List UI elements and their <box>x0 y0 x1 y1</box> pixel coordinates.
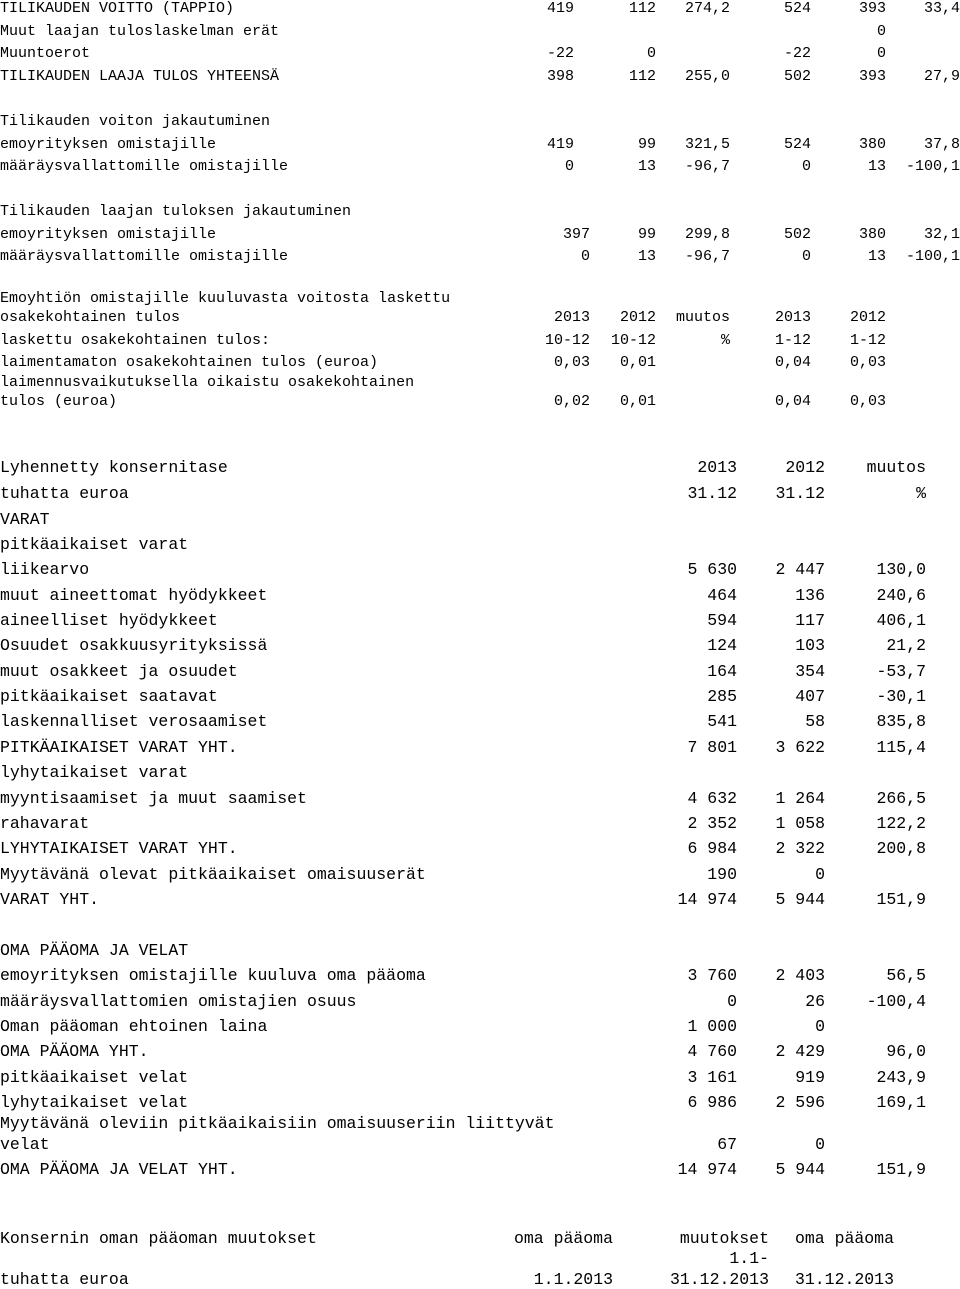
row-label: Muuntoerot <box>0 45 91 62</box>
cell-2012: 0 <box>815 1017 825 1036</box>
column-header: 31.12 <box>775 484 825 503</box>
row-label: velat <box>0 1135 50 1154</box>
row-label: määräysvallattomille omistajille <box>0 158 289 175</box>
row-label: OMA PÄÄOMA JA VELAT <box>0 941 189 960</box>
cell: 299,8 <box>684 226 730 243</box>
section-heading: Emoyhtiön omistajille kuuluvasta voitosta laskettu <box>0 290 451 307</box>
cell-change: 56,5 <box>886 966 926 985</box>
cell: 112 <box>628 0 656 17</box>
cell: 419 <box>546 0 574 17</box>
cell: 321,5 <box>684 136 730 153</box>
section-heading: Tilikauden voiton jakautuminen <box>0 113 271 130</box>
cell-2013: 124 <box>707 636 737 655</box>
row-label: Osuudet osakkuusyrityksissä <box>0 636 268 655</box>
cell-2012: 103 <box>795 636 825 655</box>
cell: 10-12 <box>544 332 590 349</box>
cell: 32,1 <box>923 226 960 243</box>
cell-change: 240,6 <box>876 586 926 605</box>
cell-2012: 1 058 <box>775 814 825 833</box>
cell: 0,03 <box>849 354 886 371</box>
cell-2012: 26 <box>805 992 825 1011</box>
cell-2013: 464 <box>707 586 737 605</box>
column-header: muutokset <box>679 1229 769 1248</box>
cell: 398 <box>546 68 574 85</box>
cell-2012: 0 <box>815 865 825 884</box>
row-label: liikearvo <box>0 560 90 579</box>
cell-change: 835,8 <box>876 712 926 731</box>
row-label: emoyrityksen omistajille <box>0 136 217 153</box>
cell-2012: 2 596 <box>775 1093 825 1112</box>
cell: 33,4 <box>923 0 960 17</box>
cell-2012: 136 <box>795 586 825 605</box>
row-label: PITKÄAIKAISET VARAT YHT. <box>0 738 238 757</box>
column-header: 2013 <box>553 309 590 326</box>
cell-2013: 6 986 <box>687 1093 737 1112</box>
cell-2012: 58 <box>805 712 825 731</box>
row-label: emoyrityksen omistajille kuuluva oma pääoma <box>0 966 426 985</box>
cell-2013: 541 <box>707 712 737 731</box>
cell-2012: 2 429 <box>775 1042 825 1061</box>
row-label: VARAT YHT. <box>0 890 100 909</box>
row-label: laimennusvaikutuksella oikaistu osakekohtainen <box>0 374 415 391</box>
cell: 99 <box>637 136 656 153</box>
cell-2013: 7 801 <box>687 738 737 757</box>
row-label: määräysvallattomille omistajille <box>0 248 289 265</box>
cell: 0 <box>801 248 811 265</box>
cell: 0 <box>580 248 590 265</box>
cell-2012: 407 <box>795 687 825 706</box>
cell-2012: 2 322 <box>775 839 825 858</box>
cell-2013: 5 630 <box>687 560 737 579</box>
cell: 0 <box>876 23 886 40</box>
cell: 0 <box>876 45 886 62</box>
cell: -96,7 <box>684 248 730 265</box>
cell-2013: 14 974 <box>677 1160 737 1179</box>
column-header: 31.12.2013 <box>794 1270 894 1289</box>
unit-label: tuhatta euroa <box>0 484 129 503</box>
cell: % <box>720 332 730 349</box>
cell: 10-12 <box>610 332 656 349</box>
cell: 0,02 <box>553 393 590 410</box>
cell: -96,7 <box>684 158 730 175</box>
cell: 0 <box>801 158 811 175</box>
cell-2013: 4 632 <box>687 789 737 808</box>
cell-change: 115,4 <box>876 738 926 757</box>
cell-change: -30,1 <box>876 687 926 706</box>
cell-2012: 1 264 <box>775 789 825 808</box>
column-header: 1.1.2013 <box>533 1270 613 1289</box>
cell: 502 <box>783 226 811 243</box>
cell-change: 200,8 <box>876 839 926 858</box>
cell: 380 <box>858 136 886 153</box>
cell: 393 <box>858 0 886 17</box>
row-label: rahavarat <box>0 814 90 833</box>
column-header: 2012 <box>785 458 825 477</box>
column-header: oma pääoma <box>794 1229 894 1248</box>
cell-change: 243,9 <box>876 1068 926 1087</box>
row-label: aineelliset hyödykkeet <box>0 611 218 630</box>
cell: 380 <box>858 226 886 243</box>
row-label: OMA PÄÄOMA JA VELAT YHT. <box>0 1160 238 1179</box>
cell: 99 <box>637 226 656 243</box>
row-label: TILIKAUDEN VOITTO (TAPPIO) <box>0 0 235 17</box>
cell: 13 <box>637 158 656 175</box>
column-header: 2013 <box>697 458 737 477</box>
cell-2012: 0 <box>815 1135 825 1154</box>
row-label: pitkäaikaiset varat <box>0 535 189 554</box>
cell-change: 266,5 <box>876 789 926 808</box>
cell: 37,8 <box>923 136 960 153</box>
row-label: tulos (euroa) <box>0 393 118 410</box>
column-header: 2013 <box>774 309 811 326</box>
column-header: 2012 <box>619 309 656 326</box>
cell-change: 406,1 <box>876 611 926 630</box>
cell-2012: 2 403 <box>775 966 825 985</box>
cell-change: 21,2 <box>886 636 926 655</box>
cell-change: 151,9 <box>876 890 926 909</box>
cell-change: 169,1 <box>876 1093 926 1112</box>
cell: 1-12 <box>849 332 886 349</box>
cell-2012: 2 447 <box>775 560 825 579</box>
column-header: 31.12.2013 <box>669 1270 769 1289</box>
cell-2013: 3 760 <box>687 966 737 985</box>
row-label: Myytävänä oleviin pitkäaikaisiin omaisuuseriin liittyvät <box>0 1114 555 1133</box>
cell: 0,01 <box>619 393 656 410</box>
column-header: oma pääoma <box>513 1229 613 1248</box>
section-heading: Konsernin oman pääoman muutokset <box>0 1229 317 1248</box>
cell-2012: 5 944 <box>775 1160 825 1179</box>
unit-label: tuhatta euroa <box>0 1270 129 1289</box>
cell-2013: 285 <box>707 687 737 706</box>
cell-2012: 5 944 <box>775 890 825 909</box>
column-header: 31.12 <box>687 484 737 503</box>
row-label: OMA PÄÄOMA YHT. <box>0 1042 149 1061</box>
row-label: Oman pääoman ehtoinen laina <box>0 1017 268 1036</box>
row-label: myyntisaamiset ja muut saamiset <box>0 789 307 808</box>
cell: 0 <box>564 158 574 175</box>
cell-2013: 1 000 <box>687 1017 737 1036</box>
section-heading: osakekohtainen tulos <box>0 309 181 326</box>
cell: 274,2 <box>684 0 730 17</box>
cell-2013: 190 <box>707 865 737 884</box>
cell-change: 151,9 <box>876 1160 926 1179</box>
cell: 0,04 <box>774 393 811 410</box>
cell-2013: 0 <box>727 992 737 1011</box>
cell-2012: 3 622 <box>775 738 825 757</box>
column-header: muutos <box>866 458 926 477</box>
cell: -22 <box>783 45 811 62</box>
cell: 0,03 <box>553 354 590 371</box>
cell: -100,1 <box>905 248 960 265</box>
cell: 502 <box>783 68 811 85</box>
cell-change: 130,0 <box>876 560 926 579</box>
row-label: lyhytaikaiset velat <box>0 1093 189 1112</box>
cell-change: 96,0 <box>886 1042 926 1061</box>
cell: 393 <box>858 68 886 85</box>
row-label: LYHYTAIKAISET VARAT YHT. <box>0 839 238 858</box>
column-header: 2012 <box>849 309 886 326</box>
cell: 419 <box>546 136 574 153</box>
cell: 1-12 <box>774 332 811 349</box>
cell: 27,9 <box>923 68 960 85</box>
cell-2012: 117 <box>795 611 825 630</box>
row-label: laskennalliset verosaamiset <box>0 712 268 731</box>
cell-change: -100,4 <box>866 992 926 1011</box>
row-label: emoyrityksen omistajille <box>0 226 217 243</box>
cell-change: 122,2 <box>876 814 926 833</box>
column-header: muutos <box>675 309 730 326</box>
section-heading: Tilikauden laajan tuloksen jakautuminen <box>0 203 352 220</box>
row-label: TILIKAUDEN LAAJA TULOS YHTEENSÄ <box>0 68 280 85</box>
row-label: laimentamaton osakekohtainen tulos (euroa) <box>0 354 379 371</box>
cell-2012: 354 <box>795 662 825 681</box>
cell: 524 <box>783 136 811 153</box>
cell: 524 <box>783 0 811 17</box>
row-label: Myytävänä olevat pitkäaikaiset omaisuuserät <box>0 865 426 884</box>
column-header: 1.1- <box>729 1249 769 1268</box>
cell-2013: 594 <box>707 611 737 630</box>
cell-2013: 67 <box>717 1135 737 1154</box>
cell-2013: 4 760 <box>687 1042 737 1061</box>
cell: 13 <box>637 248 656 265</box>
row-label: muut aineettomat hyödykkeet <box>0 586 268 605</box>
cell: 0,03 <box>849 393 886 410</box>
row-label: muut osakkeet ja osuudet <box>0 662 238 681</box>
cell-2013: 14 974 <box>677 890 737 909</box>
row-label: määräysvallattomien omistajien osuus <box>0 992 357 1011</box>
cell: 255,0 <box>684 68 730 85</box>
cell: 13 <box>867 248 886 265</box>
row-label: lyhytaikaiset varat <box>0 763 189 782</box>
cell-2013: 2 352 <box>687 814 737 833</box>
cell-change: -53,7 <box>876 662 926 681</box>
cell-2012: 919 <box>795 1068 825 1087</box>
cell: 13 <box>867 158 886 175</box>
row-label: VARAT <box>0 510 50 529</box>
cell: 112 <box>628 68 656 85</box>
row-label: laskettu osakekohtainen tulos: <box>0 332 271 349</box>
cell: 0,04 <box>774 354 811 371</box>
cell: 0 <box>646 45 656 62</box>
cell: -22 <box>546 45 574 62</box>
cell-2013: 3 161 <box>687 1068 737 1087</box>
row-label: Muut laajan tuloslaskelman erät <box>0 23 280 40</box>
cell: 0,01 <box>619 354 656 371</box>
cell: 397 <box>562 226 590 243</box>
cell: -100,1 <box>905 158 960 175</box>
column-header: % <box>916 484 926 503</box>
row-label: pitkäaikaiset velat <box>0 1068 189 1087</box>
section-heading: Lyhennetty konsernitase <box>0 458 228 477</box>
cell-2013: 6 984 <box>687 839 737 858</box>
cell-2013: 164 <box>707 662 737 681</box>
row-label: pitkäaikaiset saatavat <box>0 687 218 706</box>
